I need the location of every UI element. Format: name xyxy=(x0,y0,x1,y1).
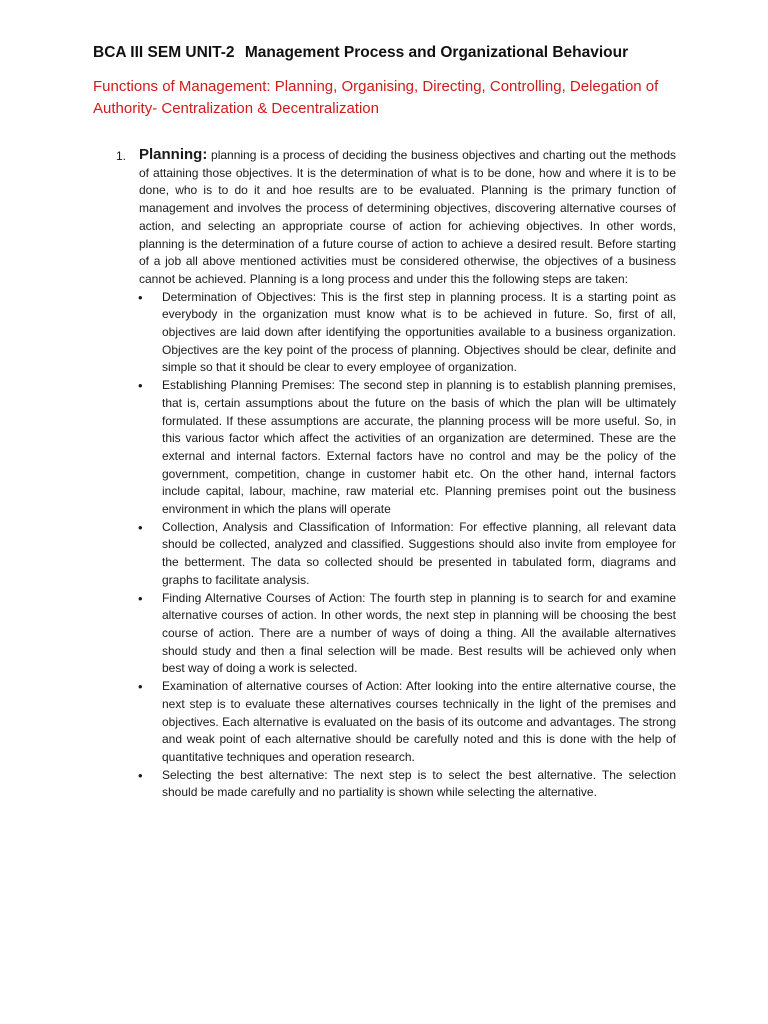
bullet-icon: • xyxy=(138,289,143,305)
bullet-icon: • xyxy=(138,767,143,783)
list-item-planning xyxy=(139,146,676,289)
item-intro: planning is a process of deciding the business objectives and charting out the methods of attaining those objectives. It is the determination of what is to be done, how and where it is to be done, who is to do it and hoe results are to be evaluated. Planning is the primary function of management and involves the process of determining objectives, discovering alternative courses of action, and selecting an appropriate course of action for achieving objectives. In other words, planning is the determination of a future course of action to achieve a desired result. Before starting of a job all above mentioned activities must be considered otherwise, the objectives of a business cannot be achieved. Planning is a long process and under this the following steps are taken: xyxy=(139,148,676,286)
bullet-text: Determination of Objectives: This is the first step in planning process. It is a starting point as everybody in the organization must know what is to be achieved in future. So, first of all, objectives are laid down after identifying the opportunities available to a business organization. Objectives are the key point of the process of planning. Objectives should be clear, definite and simple so that it should be clear to every employee of organization. xyxy=(162,289,676,375)
numbered-list xyxy=(116,146,676,802)
list-item xyxy=(138,289,676,378)
bullet-icon: • xyxy=(138,590,143,606)
bullet-text: Selecting the best alternative: The next step is to select the best alternative. The selection should be made carefully and no partiality is shown while selecting the alternative. xyxy=(162,767,676,800)
list-item xyxy=(138,590,676,679)
bullet-text: Finding Alternative Courses of Action: The fourth step in planning is to search for and examine alternative courses of action. In other words, the next step in planning will be choosing the best course of action. There are a number of ways of doing a thing. All the available alternatives should study and then a final selection will be made. Best results will be achieved only when best way of doing a work is selected. xyxy=(162,590,676,676)
item-heading: Planning: xyxy=(139,146,208,163)
bullet-text: Establishing Planning Premises: The second step in planning is to establish planning premises, that is, certain assumptions about the future on the basis of which the plan will be ultimately formulated. If these assumptions are accurate, the planning process will be more useful. So, in this various factor which affect the activities of an organization are determined. These are the external and internal factors. External factors have no control and may be the policy of the government, competition, change in customer habit etc. On the other hand, internal factors include capital, labour, machine, raw material etc. Planning premises point out the business environment in which the plans will operate xyxy=(162,378,676,517)
list-item xyxy=(138,678,676,767)
list-item xyxy=(138,767,676,802)
subject-label: Management Process and Organizational Behaviour xyxy=(244,44,629,61)
list-item xyxy=(138,519,676,590)
bullet-text: Examination of alternative courses of Action: After looking into the entire alternative course, the next step is to evaluate these alternatives courses technically in the light of the premises and objectives. Each alternative is evaluated on the basis of its outcome and advantages. The strong and weak point of each alternative should be carefully noted and this is done with the help of quantitative techniques and operation research. xyxy=(162,679,676,764)
bullet-icon: • xyxy=(138,679,143,695)
list-item-number: 1. xyxy=(116,149,127,163)
bullet-icon: • xyxy=(138,519,143,535)
list-item xyxy=(138,377,676,519)
topic-heading: Functions of Management: Planning, Organising, Directing, Controlling, Delegation of Authority- Centralization & Decentralization xyxy=(93,78,659,117)
bullet-icon: • xyxy=(138,378,143,394)
planning-steps-list xyxy=(116,289,676,802)
bullet-text: Collection, Analysis and Classification of Information: For effective planning, all relevant data should be collected, analyzed and classified. Suggestions should also invite from employee for the betterment. The data so collected should be presented in tabulated form, diagrams and graphs to facilitate analysis. xyxy=(162,519,676,587)
course-label: BCA III SEM UNIT-2 xyxy=(93,44,235,61)
document-title xyxy=(93,44,693,62)
